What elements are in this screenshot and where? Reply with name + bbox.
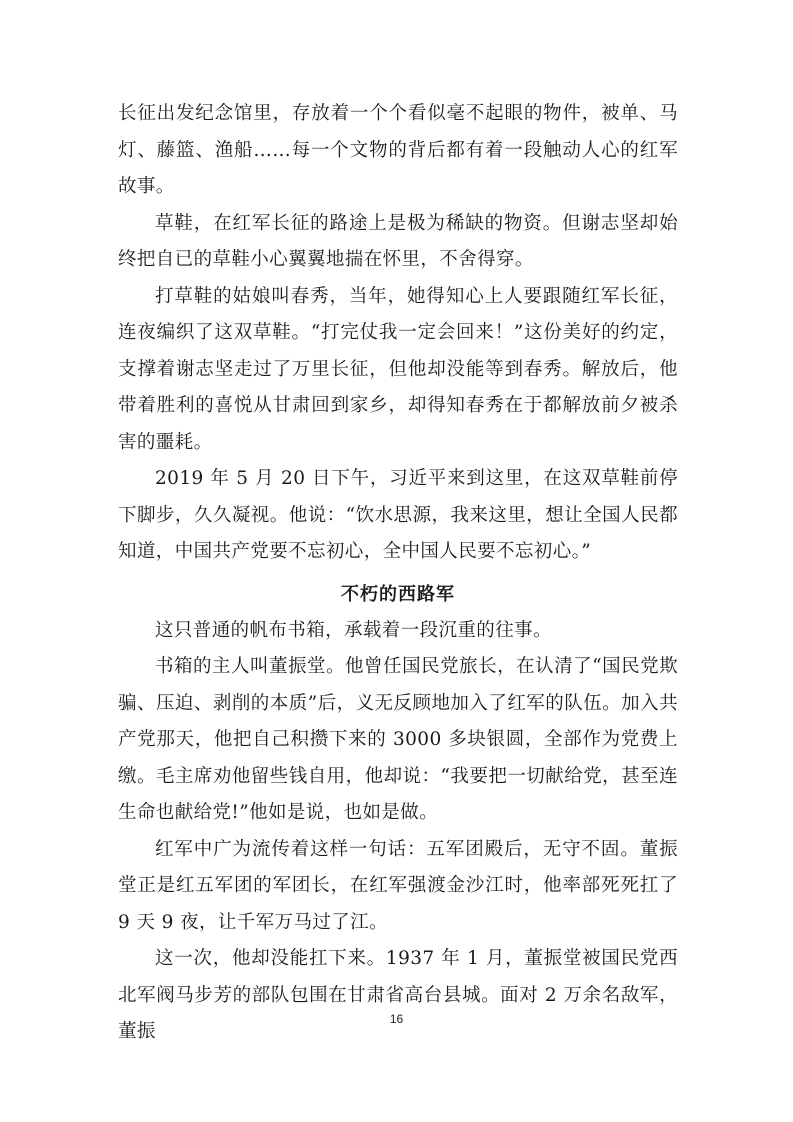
paragraph-chunxiu: 打草鞋的姑娘叫春秀，当年，她得知心上人要跟随红军长征，连夜编织了这双草鞋。“打完仗我一定会回来！”这份美好的约定，支撑着谢志坚走过了万里长征，但他却没能等到春秀。解放后，他带着胜利的喜悦从甘肃回到家乡，却得知春秀在于都解放前夕被杀害的噩耗。: [118, 285, 678, 453]
paragraph-1937-siege: 这一次，他却没能扛下来。1937 年 1 月，董振堂被国民党西北军阀马步芳的部队包围在甘肃省高台县城。面对 2 万余名敌军，董振: [118, 948, 678, 1042]
paragraph-fifth-corps: 红军中广为流传着这样一句话：五军团殿后，无守不固。董振堂正是红五军团的军团长，在红军强渡金沙江时，他率部死死扛了 9 天 9 夜，让千军万马过了江。: [118, 838, 678, 933]
paragraph-museum-relics: 长征出发纪念馆里，存放着一个个看似毫不起眼的物件，被单、马灯、藤篮、渔船……每一个文物的背后都有着一段触动人心的红军故事。: [118, 103, 678, 197]
paragraph-2019-visit: 2019 年 5 月 20 日下午，习近平来到这里，在这双草鞋前停下脚步，久久凝视。他说：“饮水思源，我来这里，想让全国人民都知道，中国共产党要不忘初心，全中国人民要不忘初心。”: [118, 468, 678, 562]
paragraph-dong-zhentang: 书箱的主人叫董振堂。他曾任国民党旅长，在认清了“国民党欺骗、压迫、剥削的本质”后，义无反顾地加入了红军的队伍。加入共产党那天，他把自己积攒下来的 3000 多块银圆，全部作为党费上缴。毛主席劝他留些钱自用，他却说：“我要把一切献给党，甚至连生命也献给党!”他如是说，也如是做。: [118, 656, 678, 823]
paragraph-book-box: 这只普通的帆布书箱，承载着一段沉重的往事。: [155, 619, 552, 641]
section-heading: 不朽的西路军: [341, 583, 455, 605]
page-number: 16: [389, 1012, 404, 1026]
document-page: [118, 96, 678, 1051]
paragraph-straw-sandals: 草鞋，在红军长征的路途上是极为稀缺的物资。但谢志坚却始终把自已的草鞋小心翼翼地揣在怀里，不舍得穿。: [118, 212, 678, 270]
